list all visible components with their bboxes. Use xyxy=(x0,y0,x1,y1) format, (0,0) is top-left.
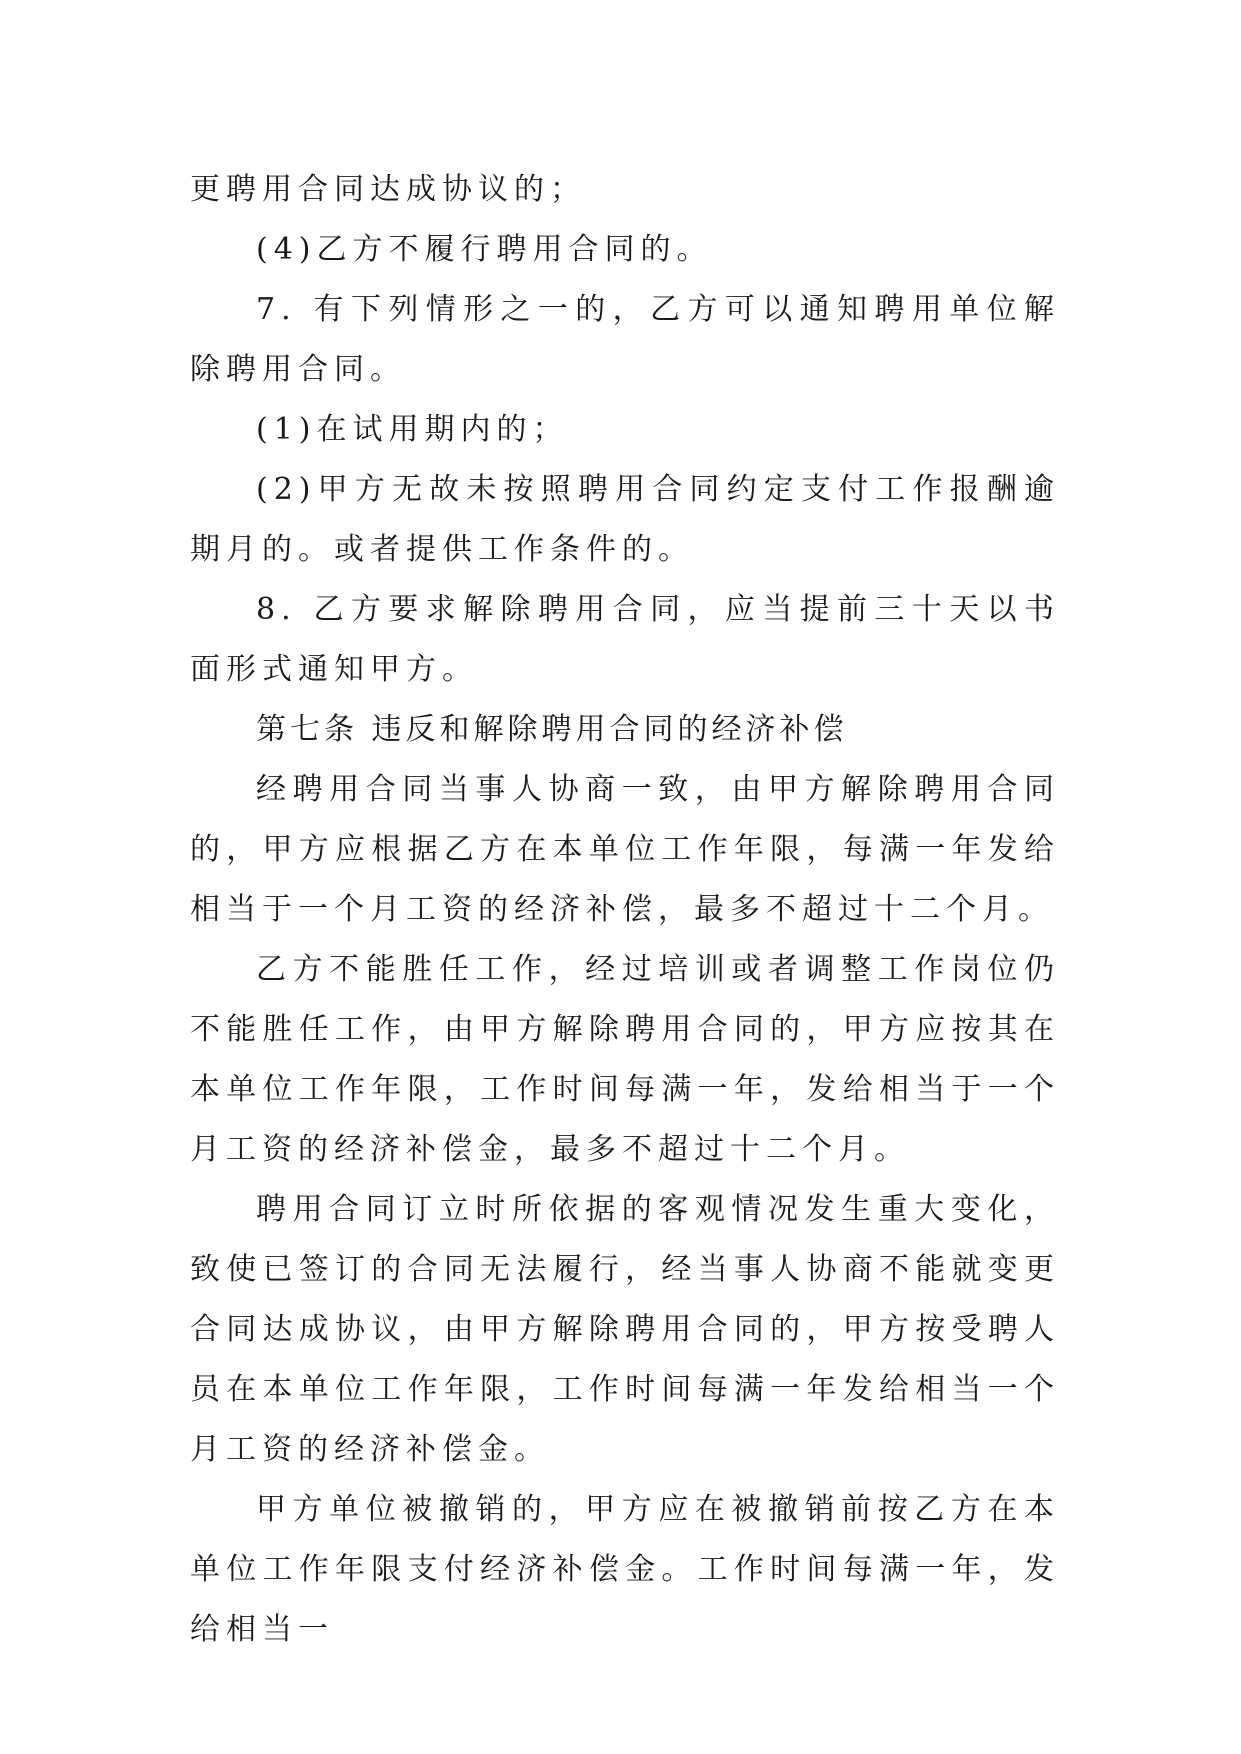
paragraph: 经聘用合同当事人协商一致，由甲方解除聘用合同的，甲方应根据乙方在本单位工作年限，每满一年发给相当于一个月工资的经济补偿，最多不超过十二个月。 xyxy=(190,772,1060,927)
paragraph: 聘用合同订立时所依据的客观情况发生重大变化，致使已签订的合同无法履行，经当事人协商不能就变更合同达成协议，由甲方解除聘用合同的，甲方按受聘人员在本单位工作年限，工作时间每满一年发给相当一个月工资的经济补偿金。 xyxy=(190,1192,1060,1467)
document-body xyxy=(190,160,1060,1660)
paragraph: 7. 有下列情形之一的，乙方可以通知聘用单位解除聘用合同。 xyxy=(190,292,1060,387)
paragraph: (1)在试用期内的； xyxy=(256,412,569,447)
section-heading: 第七条 违反和解除聘用合同的经济补偿 xyxy=(256,712,848,747)
paragraph: (2)甲方无故未按照聘用合同约定支付工作报酬逾期月的。或者提供工作条件的。 xyxy=(190,472,1060,567)
paragraph: 8. 乙方要求解除聘用合同，应当提前三十天以书面形式通知甲方。 xyxy=(190,592,1060,687)
paragraph: 甲方单位被撤销的，甲方应在被撤销前按乙方在本单位工作年限支付经济补偿金。工作时间每满一年，发给相当一 xyxy=(190,1492,1060,1647)
paragraph: 乙方不能胜任工作，经过培训或者调整工作岗位仍不能胜任工作，由甲方解除聘用合同的，甲方应按其在本单位工作年限，工作时间每满一年，发给相当于一个月工资的经济补偿金，最多不超过十二个月。 xyxy=(190,952,1060,1167)
paragraph: 更聘用合同达成协议的； xyxy=(190,172,586,207)
paragraph: (4)乙方不履行聘用合同的。 xyxy=(256,232,713,267)
